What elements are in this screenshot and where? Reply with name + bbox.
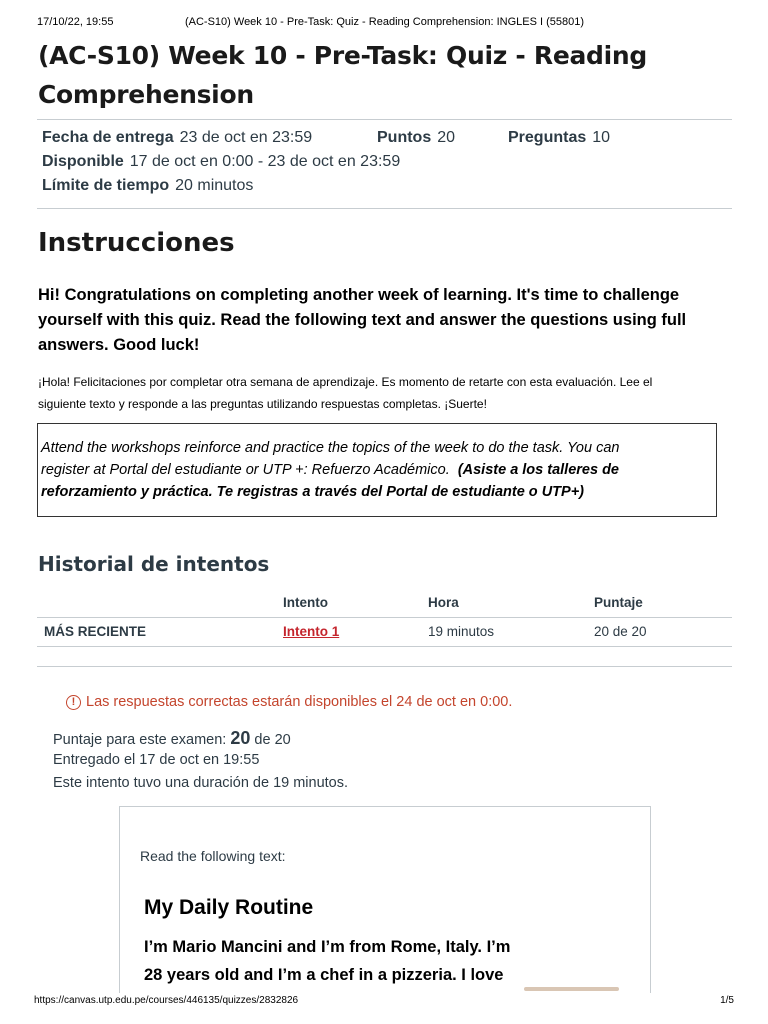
available bbox=[42, 153, 400, 171]
instructions-spanish bbox=[38, 371, 730, 415]
notice-bold: reforzamiento y práctica. Te registras a través del Portal de estudiante o UTP+) bbox=[41, 484, 584, 500]
question-prompt: Read the following text: bbox=[140, 848, 286, 864]
notice-line: register at Portal del estudiante or UTP +: Refuerzo Académico. bbox=[41, 462, 450, 478]
reading-image-edge bbox=[524, 987, 619, 991]
question-card bbox=[119, 806, 651, 1024]
instructions-spanish-line: siguiente texto y responde a las preguntas utilizando respuestas completas. ¡Suerte! bbox=[38, 397, 487, 411]
score-suffix: de 20 bbox=[254, 732, 291, 748]
attempt-history-heading: Historial de intentos bbox=[38, 552, 270, 576]
questions bbox=[508, 129, 610, 147]
submitted-line: Entregado el 17 de oct en 19:55 bbox=[53, 752, 260, 768]
duration-line: Este intento tuvo una duración de 19 minutos. bbox=[53, 775, 349, 791]
divider bbox=[37, 666, 732, 667]
score-value: 20 bbox=[230, 728, 251, 748]
print-page-number: 1/5 bbox=[720, 995, 734, 1006]
instructions-english-line: Hi! Congratulations on completing another week of learning. It's time to challenge bbox=[38, 286, 680, 304]
latest-label: MÁS RECIENTE bbox=[44, 624, 147, 639]
warning-icon: ! bbox=[66, 695, 81, 710]
instructions-english bbox=[38, 283, 730, 358]
print-datetime: 17/10/22, 19:55 bbox=[37, 16, 114, 28]
quiz-title-line1: (AC-S10) Week 10 - Pre-Task: Quiz - Reading bbox=[38, 41, 647, 70]
answers-availability-warning bbox=[66, 694, 512, 710]
time-limit-value: 20 minutos bbox=[175, 177, 254, 194]
instructions-english-line: answers. Good luck! bbox=[38, 336, 200, 354]
reading-line: 28 years old and I’m a chef in a pizzeria. I love bbox=[144, 966, 504, 984]
due-value: 23 de oct en 23:59 bbox=[179, 129, 313, 146]
print-footer bbox=[0, 993, 768, 1024]
points-value: 20 bbox=[437, 129, 456, 146]
column-header-time: Hora bbox=[428, 595, 459, 610]
column-header-attempt: Intento bbox=[283, 595, 328, 610]
notice-line: Attend the workshops reinforce and practice the topics of the week to do the task. You can bbox=[41, 440, 620, 456]
time-limit bbox=[42, 177, 253, 195]
workshop-notice-box bbox=[37, 423, 717, 517]
points-label: Puntos bbox=[377, 129, 432, 146]
attempt-1-link[interactable]: Intento 1 bbox=[283, 624, 340, 639]
divider bbox=[37, 119, 732, 120]
print-document-title: (AC-S10) Week 10 - Pre-Task: Quiz - Reading Comprehension: INGLES I (55801) bbox=[184, 16, 585, 28]
warning-text: Las respuestas correctas estarán disponibles el 24 de oct en 0:00. bbox=[86, 694, 513, 710]
reading-title: My Daily Routine bbox=[144, 896, 314, 919]
reading-body bbox=[144, 933, 524, 989]
available-value: 17 de oct en 0:00 - 23 de oct en 23:59 bbox=[129, 153, 401, 170]
quiz-title-line2: Comprehension bbox=[38, 80, 254, 109]
attempt-time: 19 minutos bbox=[428, 624, 495, 639]
reading-line: I’m Mario Mancini and I’m from Rome, Italy. I’m bbox=[144, 938, 511, 956]
questions-label: Preguntas bbox=[508, 129, 587, 146]
due-label: Fecha de entrega bbox=[42, 129, 174, 146]
attempt-score: 20 de 20 bbox=[594, 624, 647, 639]
table-divider bbox=[37, 646, 732, 647]
table-divider bbox=[37, 617, 732, 618]
time-limit-label: Límite de tiempo bbox=[42, 177, 170, 194]
score-line bbox=[53, 728, 291, 749]
score-prefix: Puntaje para este examen: bbox=[53, 732, 227, 748]
questions-value: 10 bbox=[592, 129, 611, 146]
instructions-heading: Instrucciones bbox=[38, 228, 235, 258]
column-header-score: Puntaje bbox=[594, 595, 643, 610]
notice-bold: (Asiste a los talleres de bbox=[457, 462, 619, 478]
instructions-spanish-line: ¡Hola! Felicitaciones por completar otra semana de aprendizaje. Es momento de retarte con esta evaluación. Lee el bbox=[38, 375, 653, 389]
quiz-title bbox=[38, 36, 728, 114]
instructions-english-line: yourself with this quiz. Read the following text and answer the questions using full bbox=[38, 311, 687, 329]
available-label: Disponible bbox=[42, 153, 124, 170]
print-url: https://canvas.utp.edu.pe/courses/446135/quizzes/2832826 bbox=[34, 995, 299, 1006]
due-date bbox=[42, 129, 312, 147]
divider bbox=[37, 208, 732, 209]
points bbox=[377, 129, 455, 147]
